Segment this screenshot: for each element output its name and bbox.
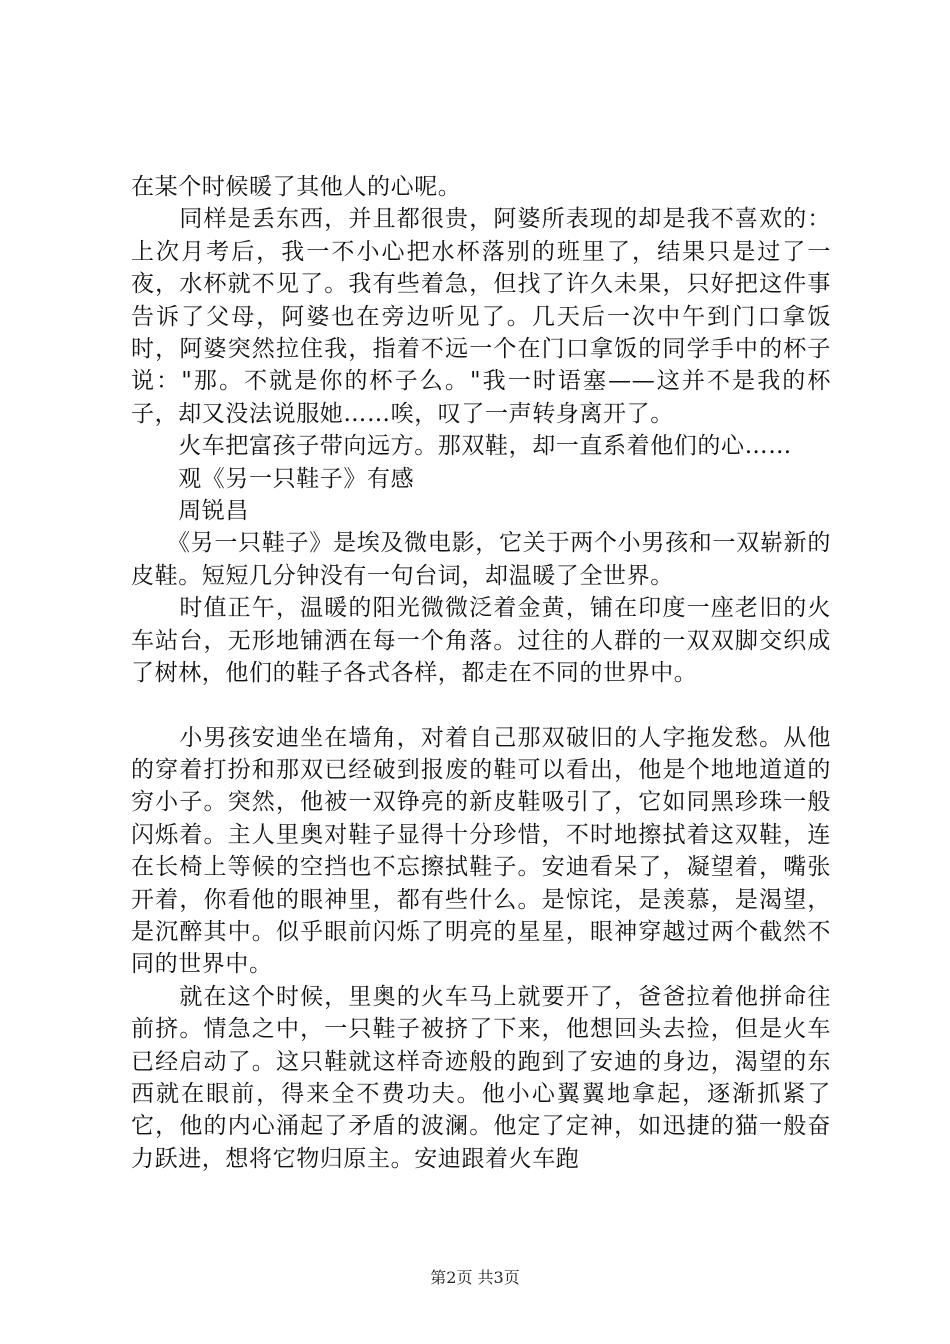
paragraph: 在某个时候暖了其他人的心呢。	[131, 174, 462, 200]
paragraph: 火车把富孩子带向远方。那双鞋，却一直系着他们的心……	[131, 433, 792, 460]
page-number-footer: 第2页 共3页	[430, 1268, 520, 1287]
document-body	[131, 171, 831, 1175]
author-name: 周锐昌	[131, 498, 249, 525]
paragraph: 小男孩安迪坐在墙角，对着自己那双破旧的人字拖发愁。从他的穿着打扮和那双已经破到报废的鞋可以看出，他是个地地道道的穷小子。突然，他被一双铮亮的新皮鞋吸引了，它如同黑珍珠一般闪烁着。主人里奥对鞋子显得十分珍惜，不时地擦拭着这双鞋，连在长椅上等候的空挡也不忘擦拭鞋子。安迪看呆了，凝望着，嘴张开着，你看他的眼神里，都有些什么。是惊诧，是羡慕，是渴望，是沉醉其中。似乎眼前闪烁了明亮的星星，眼神穿越过两个截然不同的世界中。	[131, 724, 831, 978]
paragraph: 时值正午，温暖的阳光微微泛着金黄，铺在印度一座老旧的火车站台，无形地铺洒在每一个角落。过往的人群的一双双脚交织成了树林，他们的鞋子各式各样，都走在不同的世界中。	[131, 595, 831, 687]
article-title: 观《另一只鞋子》有感	[131, 465, 415, 492]
paragraph: 同样是丢东西，并且都很贵，阿婆所表现的却是我不喜欢的：上次月考后，我一不小心把水杯落别的班里了，结果只是过了一夜，水杯就不见了。我有些着急，但找了许久未果，只好把这件事告诉了父母，阿婆也在旁边听见了。几天后一次中午到门口拿饭时，阿婆突然拉住我，指着不远一个在门口拿饭的同学手中的杯子说："那。不就是你的杯子么。"我一时语塞——这并不是我的杯子，却又没法说服她……唉，叹了一声转身离开了。	[131, 206, 831, 427]
paragraph: 就在这个时候，里奥的火车马上就要开了，爸爸拉着他拼命往前挤。情急之中，一只鞋子被挤了下来，他想回头去捡，但是火车已经启动了。这只鞋就这样奇迹般的跑到了安迪的身边，渴望的东西就在眼前，得来全不费功夫。他小心翼翼地拿起，逐渐抓紧了它，他的内心涌起了矛盾的波澜。他定了定神，如迅捷的猫一般奋力跃进，想将它物归原主。安迪跟着火车跑	[131, 983, 831, 1172]
paragraph-gap	[131, 690, 831, 722]
paragraph: 《另一只鞋子》是埃及微电影，它关于两个小男孩和一双崭新的皮鞋。短短几分钟没有一句台词，却温暖了全世界。	[131, 530, 831, 589]
